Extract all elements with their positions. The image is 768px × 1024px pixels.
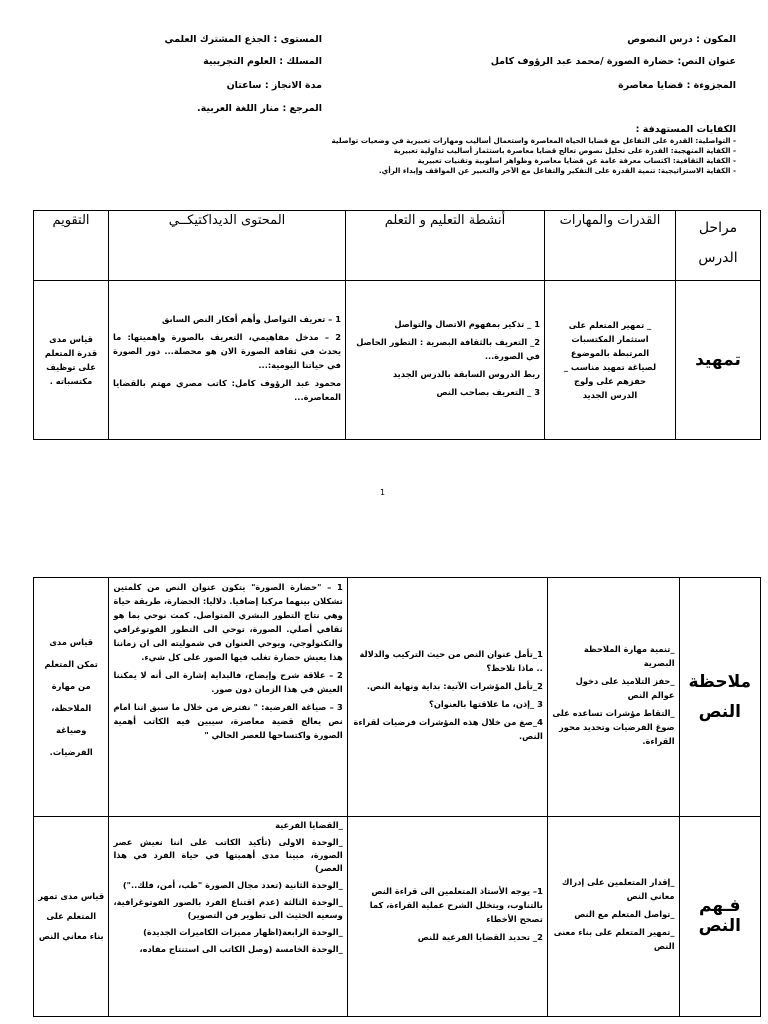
intro-skills: _ تمهير المتعلم على استثمار المكتسبات المرتبطة بالموضوع لصياغة تمهيد مناسب _ حفزهم على ولوج الدرس الجديد (545, 281, 676, 440)
page-number: 1 (380, 488, 386, 497)
stage-intro: تمهيد (676, 281, 761, 440)
observe-activity-item: 3 _إذن، ما علاقتها بالعنوان؟ (429, 698, 543, 709)
understand-content-item: _الوحدة الرابعة(اظهار مميزات الكاميرات الجديدة) (143, 926, 343, 937)
col-header-skills: القدرات والمهارات (545, 211, 676, 281)
understand-content-item: _الوحدة الثانية (تعدد مجال الصورة "طب، أمن، فلك..") (122, 879, 343, 890)
intro-activity-item: 2_ التعريف بالثقافة البصرية : التطور الحاصل في الصورة... (356, 337, 540, 362)
intro-evaluation: قياس مدى قدرة المتعلم على توظيف مكتسباته . (34, 281, 109, 440)
col-header-stage: مراحل الدرس (676, 211, 761, 281)
lesson-table-analysis (33, 577, 761, 1017)
intro-activity-item: 3 _ التعريف بصاحب النص (436, 387, 540, 398)
lesson-table-intro (33, 210, 761, 440)
understand-evaluation: قياس مدى تمهر المتعلم على بناء معاني النص (34, 816, 109, 1016)
header-track: المسلك : العلوم التجريبية (203, 56, 322, 67)
understand-content-item: _الوحدة الثالثة (عدم اقتناع الفرد بالصور الفوتوغرافية، وسعيه الحثيث الى تطوير فن التصوير) (113, 896, 343, 920)
header-module: المجزوءة : قضايا معاصرة (618, 80, 736, 91)
observe-activity-item: 1_تأمل عنوان النص من حيث التركيب والدلالة .. ماذا تلاحظ؟ (359, 648, 543, 673)
observe-content-item: 2 – علاقة شرح وإيضاح، فالبداية إشارة الى أنه لا يمكننا العيش في هذا الزمان دون صور. (113, 670, 343, 694)
stage-understand: فـهم النص (679, 816, 760, 1016)
understand-content (109, 816, 347, 1016)
understand-content-item: _الوحدة الاولى (تأكيد الكاتب على اننا نعيش عصر الصورة، مبينا مدى أهميتها في حياة الفرد في هذا العصر) (113, 836, 343, 873)
observe-skills (547, 578, 679, 817)
understand-skill-item: _تواصل المتعلم مع النص (574, 909, 675, 920)
competency-cultural: - الكفاية الثقافية: اكتساب معرفة عامة عن قضايا معاصرة وظواهر اسلوبية وتقنيات تعبيرية (417, 156, 736, 165)
intro-content (109, 281, 346, 440)
observe-activities (347, 578, 547, 817)
observe-activity-item: 4_صغ من خلال هذه المؤشرات فرضيات لقراءة النص. (353, 716, 543, 741)
understand-content-item: _الوحدة الخامسة (وصل الكاتب الى استنتاج مفاده، (139, 943, 343, 954)
observe-skill-item: _التقاط مؤشرات تساعده على صوغ الفرضيات وتحديد محور القراءة. (552, 707, 675, 746)
intro-activity-item: ربط الدروس السابقة بالدرس الجديد (392, 369, 540, 380)
header-component: المكون : درس النصوص (627, 34, 736, 45)
observe-skill-item: _حفز التلاميذ على دخول عوالم النص (575, 675, 675, 700)
header-level: المستوى : الجذع المشترك العلمي (164, 34, 322, 45)
col-header-evaluation: التقويم (34, 211, 109, 281)
intro-content-item: محمود عبد الرؤوف كامل: كاتب مصري مهتم بالقضايا المعاصرة... (113, 378, 341, 403)
col-header-activities: أنشطة التعليم و التعلم (346, 211, 545, 281)
understand-activities (347, 816, 547, 1016)
observe-skill-item: _تنمية مهارة الملاحظة البصرية (583, 643, 675, 668)
competency-methodological: - الكفاية المنهجية: القدرة على تحليل نصوص تعالج قضايا معاصرة باستثمار أساليب تداولية تعبيرية (393, 146, 736, 155)
understand-content-item: _القضايا الفرعية (275, 819, 343, 830)
intro-activity-item: 1 _ تذكير بمفهوم الاتصال والتواصل (394, 319, 540, 330)
understand-skill-item: _تمهير المتعلم على بناء معنى النص (553, 927, 675, 952)
observe-content-item: 1 – "حضارة الصورة" يتكون عنوان النص من كلمتين تشكلان بينهما مركبا إضافيا. دلاليا: الحضارة، طريقة حياة وهي نتاج التطور البشري المتواصل. كمت نوحي بما هو ثقافي أصلي. الصورة، توحي الى التطور الفوتوغرافي والتكنولوجي، ويوحي العنوان في شموليته الى ان زماننا هذا يعيش حضارة تغلب فيها الصور على كل شيء. (113, 582, 343, 662)
understand-activity-item: 1– يوجه الأستاذ المتعلمين الى قراءة النص بالتناوب، ويتخلل الشرح عملية القراءة، كما تصحح الأخطاء (369, 886, 543, 925)
header-duration: مدة الانجاز : ساعتان (226, 80, 322, 91)
observe-evaluation: قياس مدى تمكن المتعلم من مهارة الملاحظة، وصياغة الفرضيات. (34, 578, 109, 817)
col-header-content: المحتوى الديداكتيكــي (109, 211, 346, 281)
intro-content-item: 1 – تعريف التواصل وأهم أفكار النص السابق (162, 314, 341, 325)
understand-skill-item: _إقدار المتعلمين على إدراك معاني النص (561, 877, 675, 902)
understand-activity-item: 2_ تحديد القضايا الفرعية للنص (417, 932, 543, 943)
stage-observe: ملاحظة النص (679, 578, 760, 817)
observe-content (109, 578, 347, 817)
competency-communicative: - التواصلية: القدرة على التفاعل مع قضايا الحياة المعاصرة واستعمال أساليب ومهارات تعبيرية في وضعيات تواصلية (331, 136, 736, 145)
observe-content-item: 3 – صياغة الفرضية: " نفترض من خلال ما سبق اننا امام نص يعالج قضية معاصرة، سيبين فيه الكاتب أهمية الصورة واكتساحها للعصر الحالي " (113, 702, 343, 740)
header-reference: المرجع : منار اللغة العربية. (197, 103, 322, 114)
intro-activities (346, 281, 545, 440)
observe-activity-item: 2_تأمل المؤشرات الآتية: بداية ونهاية النص. (366, 680, 543, 691)
header-text-title: عنوان النص: حضارة الصورة /محمد عبد الرؤوف كامل (490, 56, 736, 67)
understand-skills (547, 816, 679, 1016)
competency-strategic: - الكفاية الاستراتيجية: تنمية القدرة على التفكير والتفاعل مع الآخر والتعبير عن المواقف وإبداء الرأي. (378, 166, 736, 175)
competencies-title: الكفايات المستهدفة : (635, 124, 736, 135)
intro-content-item: 2 – مدخل مفاهيمي، التعريف بالصورة واهميتها: ما يحدث في ثقافة الصورة الان هو محصلة... دور الصورة في حياتنا اليومية:... (113, 332, 341, 371)
